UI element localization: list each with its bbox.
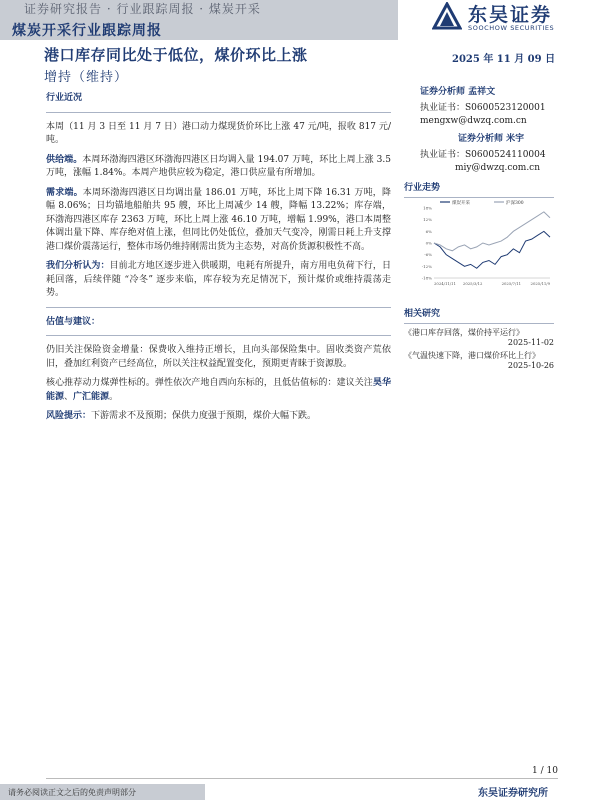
page-number: 1 / 10	[532, 766, 558, 776]
footer-divider	[46, 778, 558, 779]
overview-summary: 本周（11 月 3 日至 11 月 7 日）港口动力煤现货价环比上涨 47 元/吨，报收 817 元/吨。	[46, 121, 391, 145]
supply-text: 本周环渤海四港区环渤海四港区日均调入量 194.07 万吨，环比上周上涨 3.5 万吨，涨幅 1.84%。本周产地供应较为稳定，港口供应量有所增加。	[46, 154, 391, 178]
recommendation-text: 核心推荐动力煤弹性标的。弹性依次产地自西向东标的，且低估值标的：建议关注	[46, 378, 373, 388]
analyst-1-email[interactable]: mengxw@dwzq.com.cn	[420, 116, 527, 126]
report-headline: 港口库存同比处于低位，煤价环比上涨	[44, 46, 308, 64]
analyst-1-cert: 执业证书：S0600523120001	[420, 103, 546, 113]
stock-separator: 、	[64, 391, 74, 402]
trend-heading: 行业走势	[404, 183, 441, 193]
related-research	[404, 306, 554, 370]
section-divider	[46, 112, 391, 113]
y-tick-label: 12%	[423, 217, 432, 223]
analysis-paragraph	[46, 260, 391, 301]
y-tick-label: -6%	[424, 252, 432, 258]
brand-logo	[432, 0, 592, 34]
related-divider	[404, 323, 554, 324]
related-item-date: 2025-10-26	[507, 361, 554, 370]
y-tick-label: 6%	[425, 228, 432, 234]
brand-name: 东吴证券	[468, 4, 553, 26]
disclaimer-banner	[0, 784, 205, 800]
recommendation-paragraph	[46, 377, 391, 404]
x-tick-label: 2025/7/11	[501, 281, 522, 286]
analysis-label: 我们分析认为：	[46, 261, 110, 271]
risk-label: 风险提示：	[46, 411, 92, 421]
valuation-paragraph: 仍旧关注保险资金增量：保费收入维持正增长，且向头部保险集中。固收类资产荒依旧，叠加红利资产已经高位，所以关注权益配置变化，预期更青睐于资源股。	[46, 345, 391, 369]
main-content	[46, 92, 391, 430]
y-tick-label: 0%	[425, 240, 432, 246]
brand-name-en: SOOCHOW SECURITIES	[468, 24, 555, 32]
series-line-index	[434, 212, 550, 251]
demand-label: 需求端。	[46, 187, 83, 198]
top-banner	[0, 0, 398, 40]
analysis-text: 目前北方地区逐步进入供暖期，电耗有所提升，南方用电负荷下行，日耗回落，后续伴随 “冷冬” 逐步来临，库存较为充足情况下，预计煤价或维持震荡走势。	[46, 261, 391, 298]
legend-label-index: 沪深300	[506, 201, 524, 206]
related-heading: 相关研究	[404, 309, 441, 319]
report-date: 2025 年 11 月 09 日	[452, 54, 556, 65]
analyst-2-cert: 执业证书：S0600524110004	[420, 150, 546, 160]
report-series-title: 煤炭开采行业跟踪周报	[12, 23, 162, 39]
disclaimer-text: 请务必阅读正文之后的免责声明部分	[8, 788, 136, 797]
demand-paragraph	[46, 187, 391, 255]
industry-trend-chart	[418, 198, 554, 290]
risk-text: 下游需求不及预期；保供力度强于预期，煤价大幅下跌。	[91, 411, 317, 421]
analyst-2-email[interactable]: miy@dwzq.com.cn	[455, 163, 541, 173]
sidebar	[404, 180, 554, 370]
demand-text: 本周环渤海四港区日均调出量 186.01 万吨，环比上周下降 16.31 万吨，降幅 8.06%；日均锚地船舶共 95 艘，环比上周减少 14 艘，降幅 13.22%；库存端，环渤海四港区库存 2363 万吨，环比上周上涨 46.10 万吨，增幅 1.99%，港口本周整体调出量下降、库存绝对值上涨，但同比仍处低位，叠加天气变冷，刚需日耗上升支撑港口煤价震荡运行，整体市场仍维持刚需出货为主态势，对高价货源积极性不高。	[46, 187, 391, 252]
legend-label-coal: 煤炭开采	[452, 201, 470, 206]
stock-2: 广汇能源	[73, 391, 110, 402]
recommendation-end: 。	[109, 391, 119, 402]
report-breadcrumb: 证券研究报告 · 行业跟踪周报 · 煤炭开采	[24, 2, 261, 16]
risk-paragraph	[46, 410, 391, 424]
x-tick-label: 2024/11/11	[434, 281, 456, 286]
stock-1: 昊华能源	[46, 378, 391, 402]
analyst-2-title: 证券分析师 米宇	[458, 134, 525, 144]
y-tick-label: -18%	[421, 275, 432, 281]
supply-paragraph	[46, 154, 391, 181]
supply-label: 供给端。	[46, 154, 83, 165]
analyst-1-title: 证券分析师 孟祥文	[420, 87, 496, 97]
valuation-heading: 估值与建议：	[46, 316, 101, 327]
series-line-coal	[434, 231, 550, 268]
rating: 增持（维持）	[44, 70, 129, 85]
section-divider	[46, 307, 391, 308]
x-tick-label: 2025/3/12	[462, 281, 483, 286]
section-divider	[46, 335, 391, 336]
x-tick-label: 2025/11/9	[530, 281, 550, 286]
footer-organization: 东吴证券研究所	[478, 788, 548, 799]
related-item-title[interactable]: 《气温快速下降，港口煤价环比上行》	[404, 351, 540, 360]
overview-heading: 行业近况	[46, 93, 83, 103]
related-item-date: 2025-11-02	[507, 338, 554, 347]
brand-logo-icon	[432, 2, 462, 30]
y-tick-label: -12%	[421, 263, 432, 269]
y-tick-label: 18%	[423, 205, 432, 211]
related-item-title[interactable]: 《港口库存回落，煤价持平运行》	[404, 328, 524, 337]
